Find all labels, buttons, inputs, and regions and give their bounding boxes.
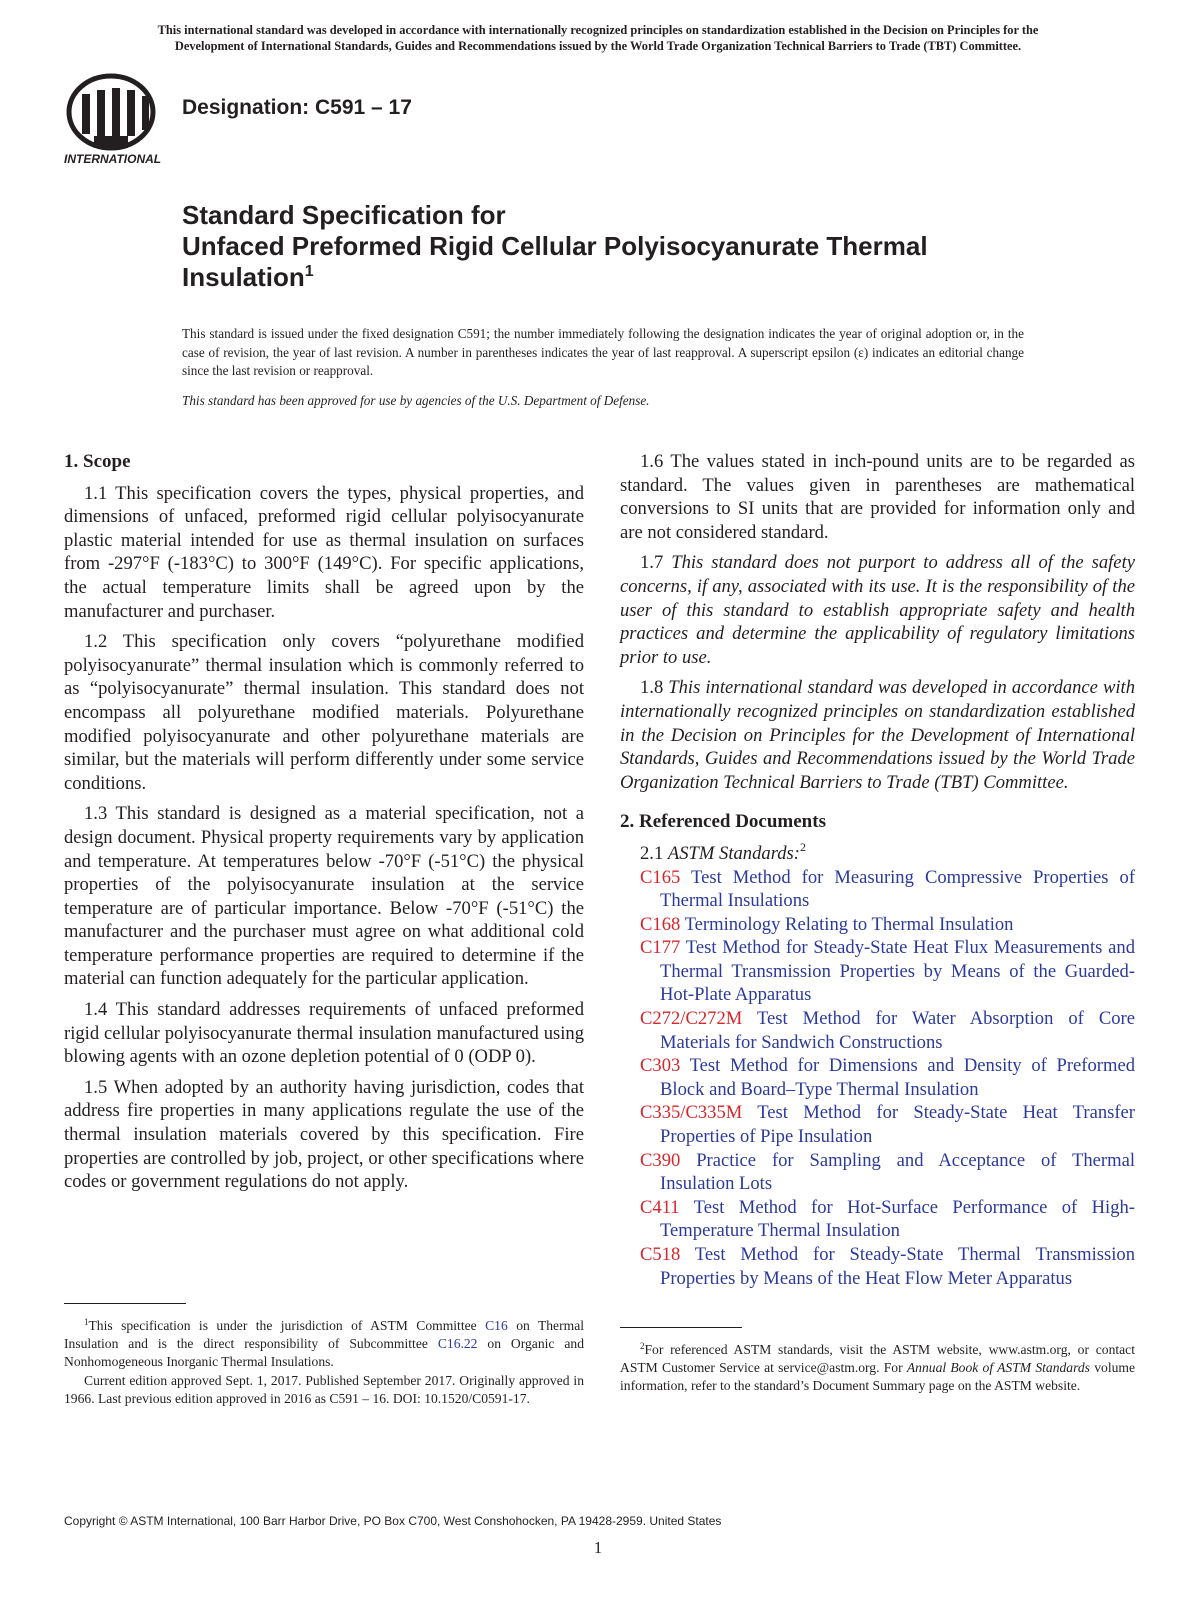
subheading-footnote-mark: 2 <box>799 839 806 854</box>
title-line-1: Standard Specification for <box>182 200 506 230</box>
reference-title-link[interactable]: Test Method for Measuring Compressive Properties of Thermal Insulations <box>660 866 1136 912</box>
subcommittee-c16-22-link[interactable]: C16.22 <box>437 1336 478 1352</box>
reference-title-link[interactable]: Practice for Sampling and Acceptance of Thermal Insulation Lots <box>660 1149 1135 1195</box>
logo-international-text: INTERNATIONAL <box>64 152 162 166</box>
reference-code-link[interactable]: C335/C335M <box>640 1102 743 1124</box>
title-footnote-mark: 1 <box>304 263 314 280</box>
dod-note: This standard has been approved for use by agencies of the U.S. Department of Defense. <box>182 393 650 408</box>
subheading-label: ASTM Standards: <box>667 842 800 864</box>
title-line-3: Insulation <box>182 262 305 292</box>
astm-logo-mark <box>69 76 153 148</box>
para-1-8 <box>620 676 1135 794</box>
top-notice-line-1: This international standard was developed in accordance with internationally recognized principles on standardization established in the Decision on Principles for the <box>157 23 1039 37</box>
reference-title-link[interactable]: Test Method for Steady-State Thermal Transmission Properties by Means of the Heat Flow Meter Apparatus <box>660 1244 1136 1289</box>
reference-title-link[interactable]: Test Method for Steady-State Heat Flux Measurements and Thermal Transmission Properties by Means of the Guarded-Hot-Plate Apparatus <box>660 937 1136 1006</box>
para-1-1: 1.1 This specification covers the types, physical properties, and dimensions of unfaced, preformed rigid cellular polyisocyanurate plastic material intended for use as thermal insulation on surfaces from -297°F (-183°C) to 300°F (149°C). For specific applications, the actual temperature limits shall be agreed upon by the manufacturer and purchaser. <box>64 482 584 622</box>
reference-title-link[interactable]: Test Method for Hot-Surface Performance of High-Temperature Thermal Insulation <box>660 1196 1136 1242</box>
left-column <box>64 450 584 1201</box>
astm-logo <box>64 72 174 168</box>
footnote-2-mark: 2 <box>640 1341 645 1351</box>
reference-list <box>620 866 1135 1291</box>
footnote-divider-right <box>620 1327 742 1328</box>
footnote-2-book-title: Annual Book of ASTM Standards <box>906 1360 1090 1376</box>
top-notice-line-2: Development of International Standards, Guides and Recommendations issued by the World Trade Organization Technical Barriers to Trade (TBT) Committee. <box>174 39 1022 53</box>
reference-title-link[interactable]: Terminology Relating to Thermal Insulation <box>684 913 1014 935</box>
reference-item[interactable] <box>620 1243 1135 1290</box>
reference-code-link[interactable]: C165 <box>640 866 681 888</box>
footnote-1-text-c: on Organic and Nonhomogeneous Inorganic Thermal Insulations. <box>64 1336 584 1370</box>
reference-code-link[interactable]: C168 <box>640 913 681 935</box>
references-heading: 2. Referenced Documents <box>620 811 826 833</box>
footnote-2 <box>620 1341 1135 1396</box>
reference-item[interactable] <box>620 1007 1135 1054</box>
subheading-number: 2.1 <box>640 842 664 864</box>
right-column <box>620 450 1135 1290</box>
scope-heading: 1. Scope <box>64 451 131 472</box>
designation: Designation: C591 – 17 <box>182 96 412 119</box>
footnote-1-mark: 1 <box>84 1317 89 1327</box>
footnote-2-text-a: For referenced ASTM standards, visit the ASTM website, www.astm.org, or contact ASTM Customer Service at service@astm.org. For <box>620 1342 1135 1376</box>
reference-item[interactable] <box>620 936 1135 1007</box>
astm-standards-subheading <box>620 839 1135 866</box>
para-1-2: 1.2 This specification only covers “polyurethane modified polyisocyanurate” thermal insulation which is commonly referred to as “polyisocyanurate” thermal insulation. This standard does not encompass all polyurethane modified materials. Polyurethane modified polyisocyanurate and other polyurethane materials are similar, but the materials will perform differently under some service conditions. <box>64 631 584 794</box>
reference-title-link[interactable]: Test Method for Dimensions and Density of Preformed Block and Board–Type Thermal Insulation <box>660 1055 1135 1100</box>
footnote-1-text-a: This specification is under the jurisdiction of ASTM Committee <box>88 1318 477 1333</box>
para-1-7-number: 1.7 <box>640 552 664 574</box>
reference-item[interactable] <box>620 1149 1135 1196</box>
reference-code-link[interactable]: C272/C272M <box>640 1008 743 1030</box>
reference-code-link[interactable]: C518 <box>640 1244 681 1265</box>
para-1-8-number: 1.8 <box>640 677 664 699</box>
para-1-6: 1.6 The values stated in inch-pound units are to be regarded as standard. The values given in parentheses are mathematical conversions to SI units that are provided for information only and are not considered standard. <box>620 451 1135 543</box>
copyright-line: Copyright © ASTM International, 100 Barr Harbor Drive, PO Box C700, West Conshohocken, PA 19428-2959. United States <box>64 1514 722 1528</box>
reference-item[interactable] <box>620 1196 1135 1243</box>
reference-title-link[interactable]: Test Method for Water Absorption of Core Materials for Sandwich Constructions <box>660 1008 1135 1053</box>
para-1-8-text: This international standard was developed in accordance with internationally recognized principles on standardization established in the Decision on Principles for the Development of International Standards, Guides and Recommendations issued by the World Trade Organization Technical Barriers to Trade (TBT) Committee. <box>620 677 1135 793</box>
issue-note: This standard is issued under the fixed designation C591; the number immediately following the designation indicates the year of original adoption or, in the case of revision, the year of last revision. A number in parentheses indicates the year of last reapproval. A superscript epsilon (ε) indicates an editorial change since the last revision or reapproval. <box>182 326 1024 378</box>
title-block <box>182 200 1082 293</box>
footnote-1 <box>64 1317 584 1408</box>
reference-code-link[interactable]: C390 <box>640 1149 681 1171</box>
footnote-2-text-b: volume information, refer to the standard’s Document Summary page on the ASTM website. <box>620 1360 1135 1394</box>
page-number: 1 <box>593 1538 603 1557</box>
para-1-3: 1.3 This standard is designed as a material specification, not a design document. Physical property requirements vary by application and temperature. At temperatures below -70°F (-51°C) the physical properties of the polyisocyanurate insulation at the service temperature are of particular importance. Below -70°F (-51°C) the manufacturer and the purchaser must agree on what additional cold temperature performance properties are required to determine if the material can function adequately for the particular application. <box>64 803 584 990</box>
title-line-2: Unfaced Preformed Rigid Cellular Polyisocyanurate Thermal <box>182 231 928 261</box>
footnote-1-text-b: on Thermal Insulation and is the direct responsibility of Subcommittee <box>64 1318 585 1352</box>
top-notice <box>60 22 1136 54</box>
reference-title-link[interactable]: Test Method for Steady-State Heat Transfer Properties of Pipe Insulation <box>660 1102 1135 1148</box>
reference-code-link[interactable]: C303 <box>640 1055 681 1077</box>
footnote-divider-left <box>64 1303 186 1304</box>
para-1-7 <box>620 551 1135 669</box>
para-1-4: 1.4 This standard addresses requirements of unfaced preformed rigid cellular polyisocyanurate thermal insulation manufactured using blowing agents with an ozone depletion potential of 0 (ODP 0). <box>64 999 584 1068</box>
footnote-1-para <box>64 1317 584 1372</box>
reference-code-link[interactable]: C177 <box>640 937 681 959</box>
reference-code-link[interactable]: C411 <box>640 1196 680 1218</box>
reference-item[interactable] <box>620 913 1135 937</box>
footnote-2-para <box>620 1341 1135 1396</box>
reference-item[interactable] <box>620 866 1135 913</box>
reference-item[interactable] <box>620 1101 1135 1148</box>
footnote-1-edition: Current edition approved Sept. 1, 2017. Published September 2017. Originally approved in 1966. Last previous edition approved in 2016 as C591 – 16. DOI: 10.1520/C0591-17. <box>64 1372 584 1406</box>
reference-item[interactable] <box>620 1054 1135 1101</box>
committee-c16-link[interactable]: C16 <box>485 1318 508 1333</box>
para-1-7-text: This standard does not purport to address all of the safety concerns, if any, associated with its use. It is the responsibility of the user of this standard to establish appropriate safety and health practices and determine the applicability of regulatory limitations prior to use. <box>620 552 1135 668</box>
para-1-5: 1.5 When adopted by an authority having jurisdiction, codes that address fire properties in many applications regulate the use of the thermal insulation materials covered by this specification. Fire properties are controlled by job, project, or other specifications where codes or government regulations do not apply. <box>64 1076 584 1193</box>
